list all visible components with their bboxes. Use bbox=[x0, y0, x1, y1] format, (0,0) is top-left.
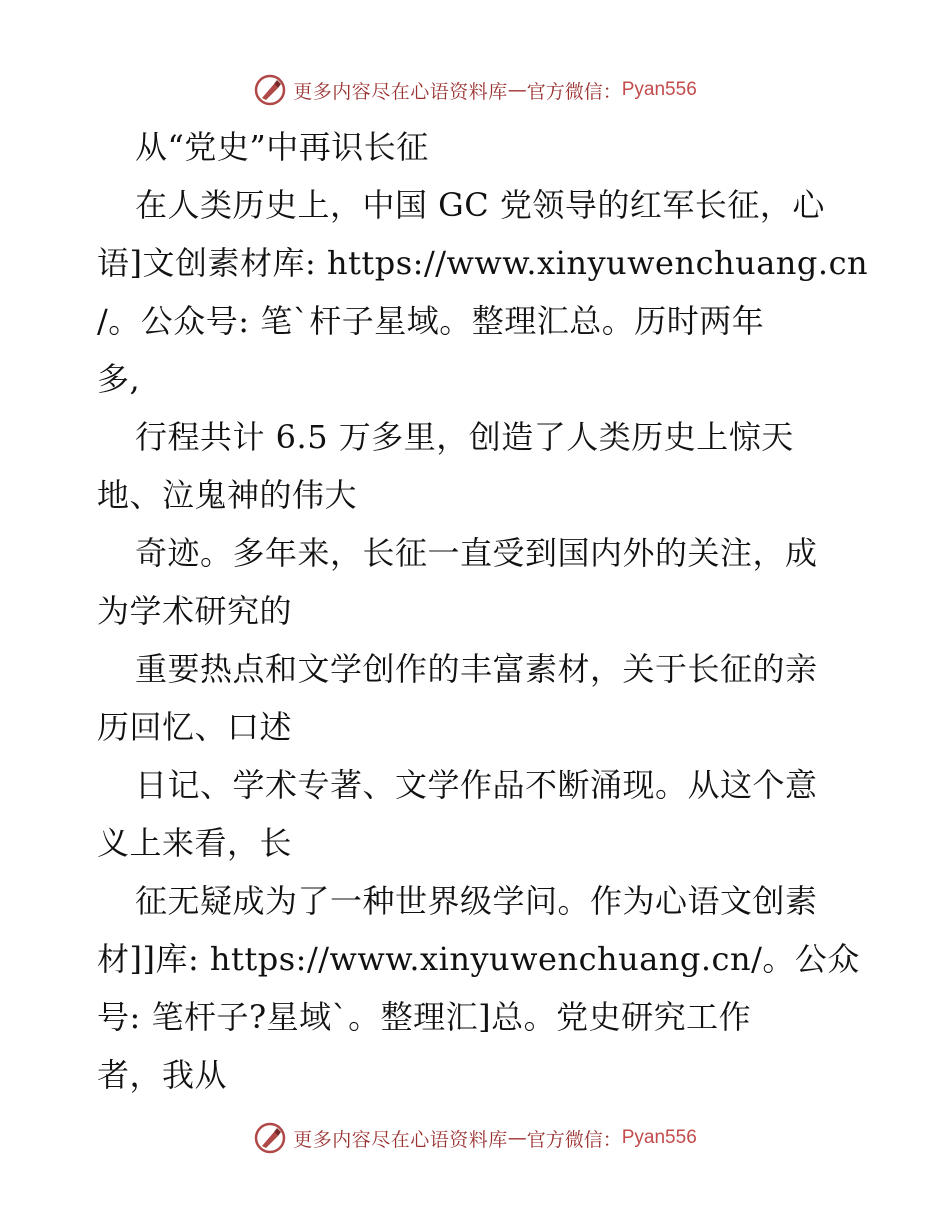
text-line: 号: 笔杆子?星域`。整理汇]总。党史研究工作 bbox=[97, 998, 752, 1036]
text-line: /。公众号: 笔`杆子星域。整理汇总。历时两年 bbox=[97, 302, 765, 340]
text-line: 重要热点和文学创作的丰富素材，关于长征的亲 bbox=[135, 650, 818, 688]
text-line: 历回忆、口述 bbox=[97, 708, 293, 746]
banner-wechat-label: 官方微信： bbox=[526, 80, 622, 103]
text-line: 日记、学术专著、文学作品不断涌现。从这个意 bbox=[135, 766, 818, 804]
text-line: 者，我从 bbox=[97, 1056, 228, 1094]
article-title: 从“党史”中再识长征 bbox=[135, 128, 429, 166]
banner-text: 更多内容尽在心语资料库 bbox=[293, 80, 508, 103]
footer-banner bbox=[0, 1118, 950, 1158]
pen-nib-logo-icon bbox=[253, 1121, 287, 1155]
text-line: 征无疑成为了一种世界级学问。作为心语文创素 bbox=[135, 882, 818, 920]
banner-wechat-id: Pyan556 bbox=[621, 1127, 697, 1148]
banner-wechat-label: 官方微信： bbox=[526, 1128, 622, 1151]
text-line: 材]]库: https://www.xinyuwenchuang.cn/。公众 bbox=[97, 940, 860, 978]
banner-dash: — bbox=[507, 79, 527, 101]
text-line: 在人类历史上，中国 GC 党领导的红军长征，心 bbox=[135, 186, 825, 224]
text-line: 为学术研究的 bbox=[97, 592, 293, 630]
text-line: 奇迹。多年来，长征一直受到国内外的关注，成 bbox=[135, 534, 818, 572]
banner-text: 更多内容尽在心语资料库 bbox=[293, 1128, 508, 1151]
text-line: 行程共计 6.5 万多里，创造了人类历史上惊天 bbox=[135, 418, 794, 456]
banner-dash: — bbox=[507, 1127, 527, 1149]
header-banner bbox=[0, 70, 950, 110]
banner-wechat-id: Pyan556 bbox=[621, 79, 697, 100]
article-body bbox=[97, 118, 869, 1104]
text-line: 多, bbox=[97, 360, 141, 398]
pen-nib-logo-icon bbox=[253, 73, 287, 107]
text-line: 义上来看，长 bbox=[97, 824, 293, 862]
text-line: 地、泣鬼神的伟大 bbox=[97, 476, 358, 514]
text-line: 语]文创素材库: https://www.xinyuwenchuang.cn bbox=[97, 244, 869, 282]
